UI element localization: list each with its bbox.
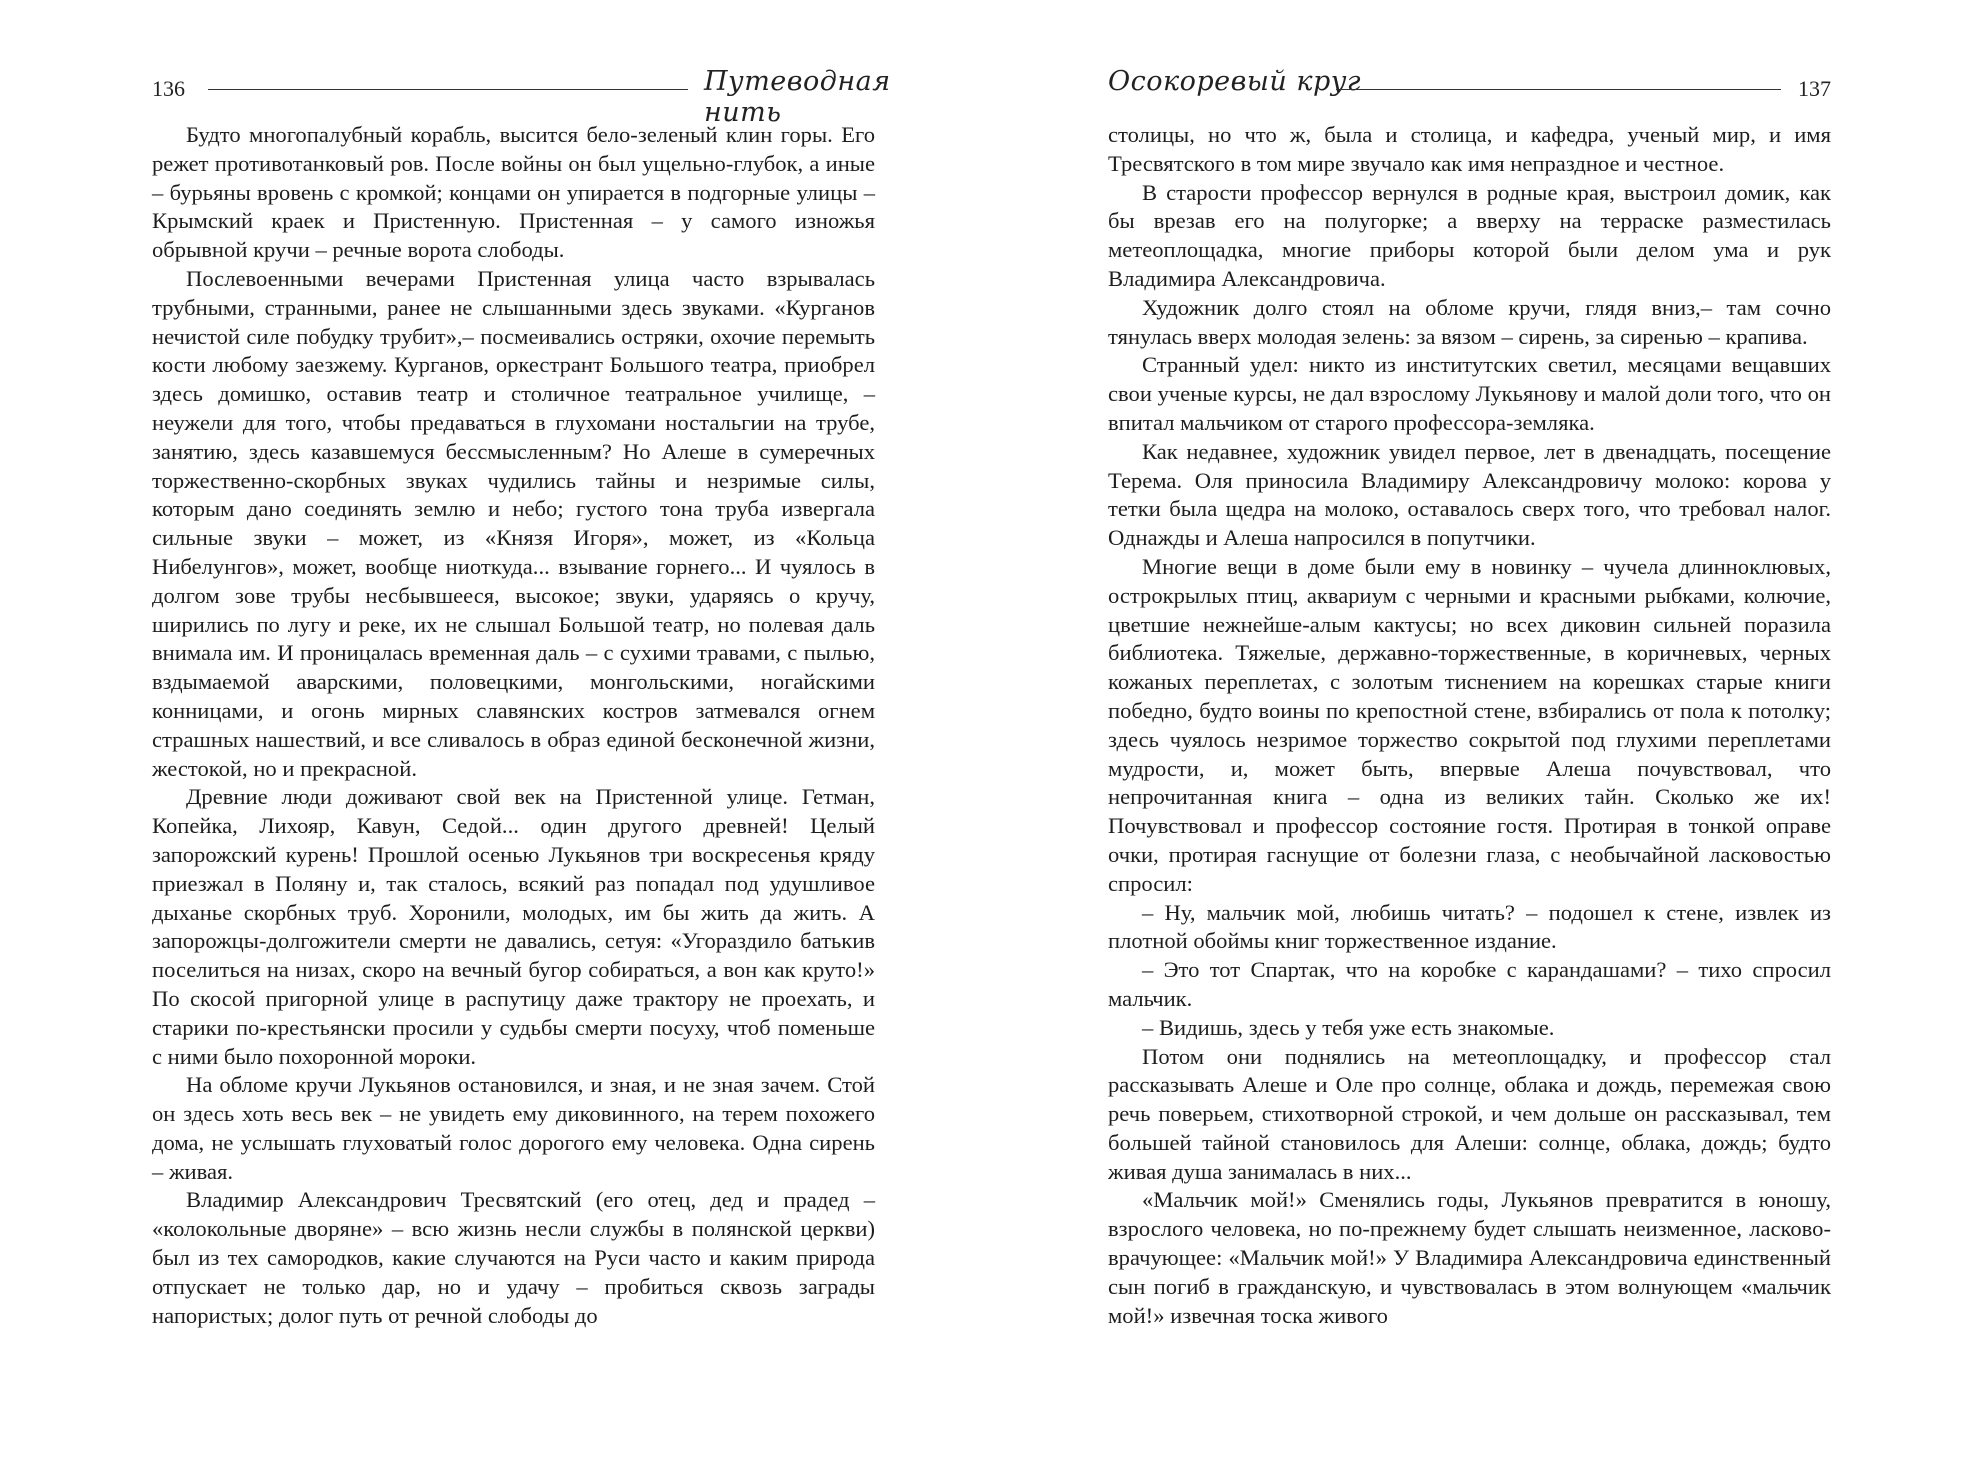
right-page-body bbox=[1108, 121, 1831, 1330]
paragraph: Художник долго стоял на обломе кручи, глядя вниз,– там сочно тянулась вверх молодая зелень: за вязом – сирень, за сиренью – крапива. bbox=[1108, 294, 1831, 349]
paragraph: Многие вещи в доме были ему в новинку – чучела длинноклювых, острокрылых птиц, аквариум с черными и красными рыбками, колючие, цветшие нежнейше-алым кактусы; но всех диковин сильней поразила библиотека. Тяжелые, державно-торжественные, в коричневых, черных кожаных переплетах, с золотым тиснением на корешках старые книги победно, будто воины по крепостной стене, взбирались от пола к потолку; здесь чуялось незримое торжество сокрытой под глухими переплетами мудрости, и, может быть, впервые Алеша почувствовал, что непрочитанная книга – одна из великих тайн. Сколько же их! Почувствовал и профессор состояние гостя. Протирая в тонкой оправе очки, протирая гаснущие от болезни глаза, с необычайной ласковостью спросил: bbox=[1108, 553, 1831, 896]
right-page bbox=[1108, 0, 1831, 1458]
left-running-title: Путеводная нить bbox=[704, 66, 891, 128]
dialogue-line: – Видишь, здесь у тебя уже есть знакомые. bbox=[1142, 1014, 1555, 1040]
paragraph: Будто многопалубный корабль, высится бело-зеленый клин горы. Его режет противотанковый ров. После войны он был ущельно-глубок, а иные – бурьяны вровень с кромкой; концами он упирается в подгорные улицы – Крымский краек и Пристенную. Пристенная – у самого изножья обрывной кручи – речные ворота слободы. bbox=[152, 122, 875, 263]
paragraph: Как недавнее, художник увидел первое, лет в двенадцать, посещение Терема. Оля приносила Владимиру Александровичу молоко: корова у тетки была щедра на молоко, оставалось сверх того, что требовал налог. Однажды и Алеша напросился в попутчики. bbox=[1108, 438, 1831, 551]
left-page-header bbox=[152, 66, 891, 128]
paragraph: Древние люди доживают свой век на Пристенной улице. Гетман, Копейка, Лихояр, Кавун, Седой... один другого древней! Целый запорожский курень! Прошлой осенью Лукьянов три воскресенья кряду приезжал в Поляну и, так сталось, всякий раз попадал под удушливое дыханье скорбных труб. Хоронили, молодых, им бы жить да жить. А запорожцы-долгожители смерти не давались, сетуя: «Угораздило батькив поселиться на низах, скоро на вечный бугор собираться, а вон как круто!» По скосой пригорной улице в распутицу даже трактору не проехать, и старики по-крестьянски просили у судьбы смерти посуху, чтоб поменьше с ними было похоронной мороки. bbox=[152, 784, 875, 1069]
paragraph: На обломе кручи Лукьянов остановился, и зная, и не зная зачем. Стой он здесь хоть весь век – не увидеть ему диковинного, на терем похожего дома, не услышать глуховатый голос дорогого ему человека. Одна сирень – живая. bbox=[152, 1072, 875, 1184]
paragraph: Послевоенными вечерами Пристенная улица часто взрывалась трубными, странными, ранее не слышанными здесь звуками. «Курганов нечистой силе побудку трубит»,– посмеивались остряки, охочие перемыть кости любому заезжему. Курганов, оркестрант Большого театра, приобрел здесь домишко, оставив театр и столичное театральное училище, – неужели для того, чтобы предаваться в глухомани ностальгии на трубе, занятию, здесь казавшемуся бессмысленным? Но Алеше в сумеречных торжественно-скорбных звуках чудились тайны и незримые силы, которым дано соединять землю и небо; густого тона труба извергала сильные звуки – может, из «Князя Игоря», может, из «Кольца Нибелунгов», может, вообще ниоткуда... взывание горнего... И чуялось в долгом зове трубы несбывшееся, высокое; звуки, ударяясь о кручу, ширились по лугу и реке, их не слышал Большой театр, но полевая даль внимала им. И проницалась временная даль – с сухими травами, с пылью, вздымаемой аварскими, половецкими, монгольскими, ногайскими конницами, и огонь мирных славянских костров затмевался огнем страшных нашествий, и все сливалось в образ единой бесконечной жизни, жестокой, но и прекрасной. bbox=[152, 265, 875, 781]
right-header-rule bbox=[1336, 89, 1781, 90]
paragraph: Странный удел: никто из институтских светил, месяцами вещавших свои ученые курсы, не дал взрослому Лукьянову и малой доли того, что он впитал мальчиком от старого профессора-земляка. bbox=[1108, 352, 1831, 435]
right-page-header bbox=[1108, 66, 1831, 116]
right-running-title: Осокоревый круг bbox=[1108, 66, 1362, 97]
paragraph: Владимир Александрович Тресвятский (его отец, дед и прадед – «колокольные дворяне» – всю жизнь несли службы в полянской церкви) был из тех самородков, какие случаются на Руси часто и каким природа отпускает не только дар, но и удачу – пробиться сквозь заграды напористых; долог путь от речной слободы до bbox=[152, 1187, 875, 1328]
dialogue-line: – Ну, мальчик мой, любишь читать? – подошел к стене, извлек из плотной обоймы книг торжественное издание. bbox=[1108, 899, 1831, 954]
left-header-rule bbox=[208, 89, 688, 90]
paragraph: «Мальчик мой!» Сменялись годы, Лукьянов превратится в юношу, взрослого человека, но по-прежнему будет слышать неизменное, ласково-врачующее: «Мальчик мой!» У Владимира Александровича единственный сын погиб в гражданскую, и чувствовалась в этом волнующем «мальчик мой!» извечная тоска живого bbox=[1108, 1187, 1831, 1328]
right-page-number: 137 bbox=[1798, 76, 1831, 101]
left-page bbox=[152, 0, 891, 1458]
paragraph: В старости профессор вернулся в родные края, выстроил домик, как бы врезав его на полугорке; а вверху на терраске разместилась метеоплощадка, многие приборы которой были делом ума и рук Владимира Александровича. bbox=[1108, 179, 1831, 291]
paragraph-continued: столицы, но что ж, была и столица, и кафедра, ученый мир, и имя Тресвятского в том мире звучало как имя непраздное и честное. bbox=[1108, 122, 1831, 176]
dialogue-line: – Это тот Спартак, что на коробке с карандашами? – тихо спросил мальчик. bbox=[1108, 957, 1831, 1011]
left-page-number: 136 bbox=[152, 76, 185, 101]
paragraph: Потом они поднялись на метеоплощадку, и профессор стал рассказывать Алеше и Оле про солнце, облака и дождь, перемежая свою речь поверьем, стихотворной строкой, и чем дольше он рассказывал, тем большей тайной становилось для Алеши: солнце, облака, дождь; будто живая душа занималась в них... bbox=[1108, 1043, 1831, 1184]
left-page-body bbox=[152, 121, 875, 1330]
